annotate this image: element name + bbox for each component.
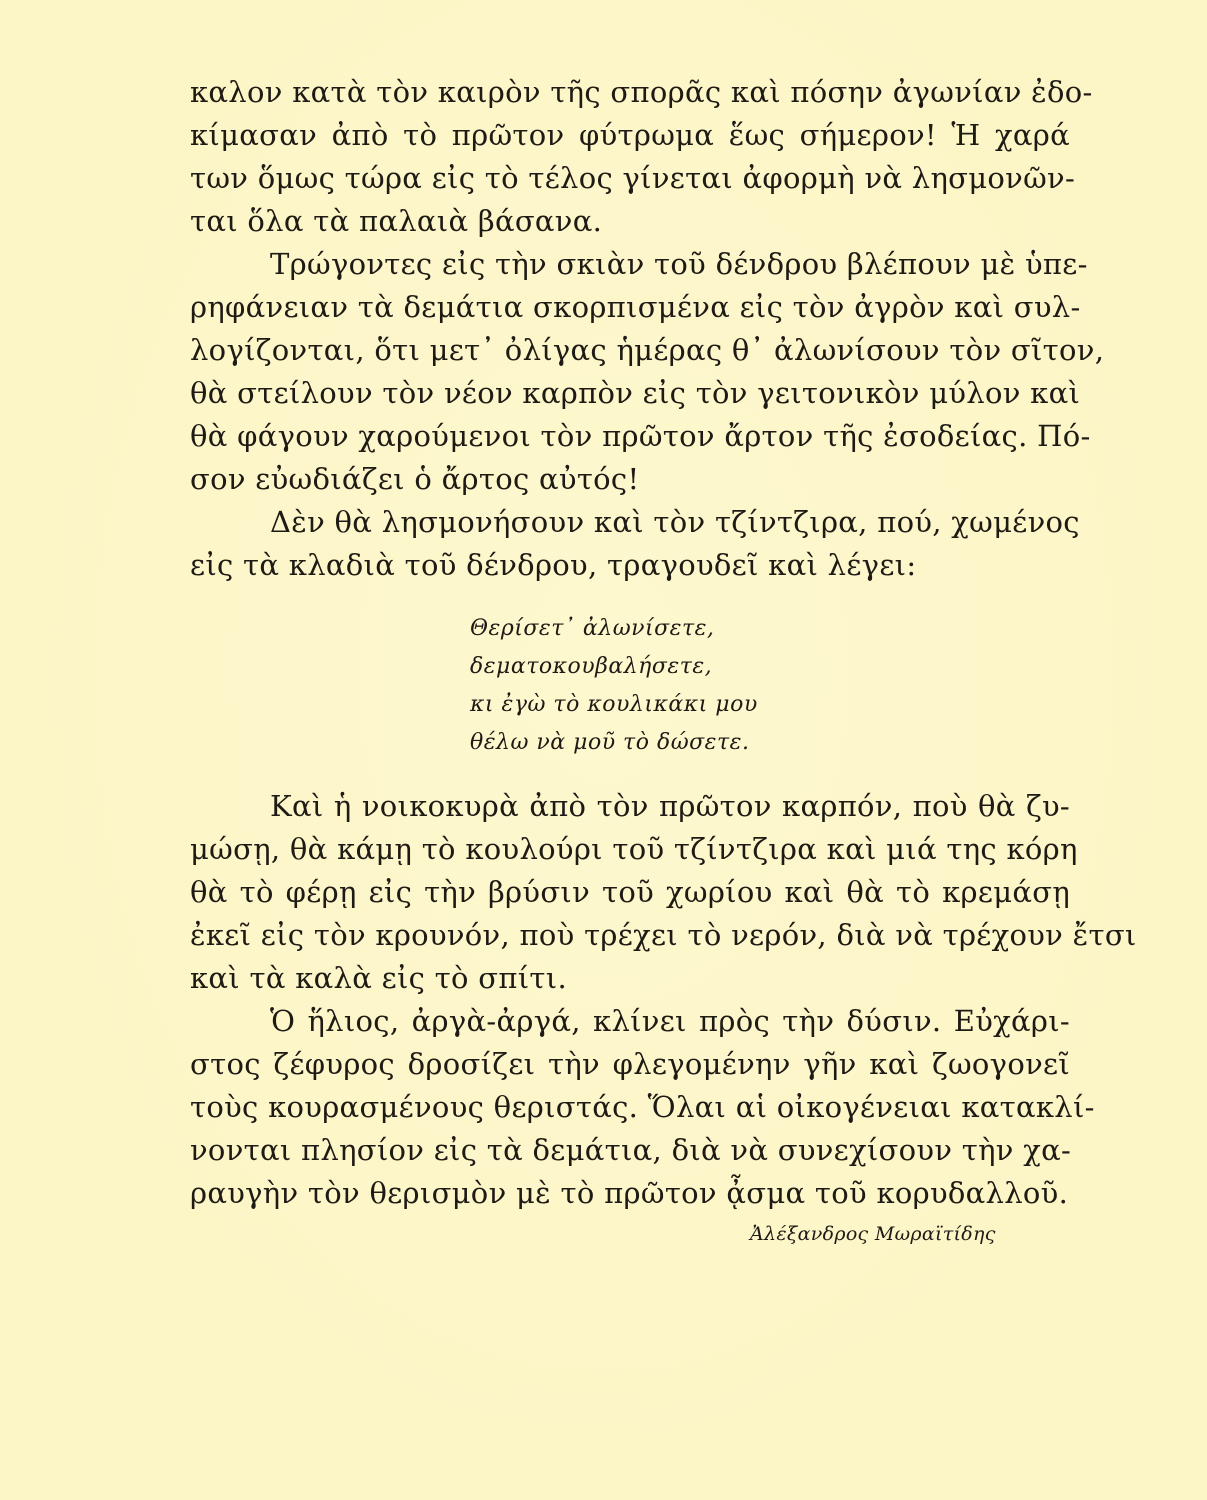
text-line: ρηφάνειαν τὰ δεμάτια σκορπισμένα εἰς τὸν ἀγρὸν καὶ συλ- (190, 290, 1081, 324)
author-signature: Ἀλέξανδρος Μωραϊτίδης (750, 1223, 996, 1245)
text-line: στος ζέφυρος δροσίζει τὴν φλεγομένην γῆν καὶ ζωογονεῖ (190, 1047, 1070, 1081)
text-line: των ὅμως τώρα εἰς τὸ τέλος γίνεται ἀφορμὴ νὰ λησμονῶν- (190, 161, 1076, 195)
verse-line: δεματοκουβαλήσετε, (470, 654, 713, 679)
text-line: εἰς τὰ κλαδιὰ τοῦ δένδρου, τραγουδεῖ καὶ λέγει: (190, 548, 917, 582)
text-line: σον εὐωδιάζει ὁ ἄρτος αὐτός! (190, 462, 640, 496)
text-line: νονται πλησίον εἰς τὰ δεμάτια, διὰ νὰ συνεχίσουν τὴν χα- (190, 1133, 1072, 1167)
text-line: κίμασαν ἀπὸ τὸ πρῶτον φύτρωμα ἕως σήμερον! Ἡ χαρά (190, 118, 1070, 152)
text-line: καὶ τὰ καλὰ εἰς τὸ σπίτι. (190, 961, 567, 995)
text-line: ραυγὴν τὸν θερισμὸν μὲ τὸ πρῶτον ᾆσμα τοῦ κορυδαλλοῦ. (190, 1176, 1069, 1210)
text-line: θὰ φάγουν χαρούμενοι τὸν πρῶτον ἄρτον τῆς ἐσοδείας. Πό- (190, 419, 1091, 453)
verse-line: θέλω νὰ μοῦ τὸ δώσετε. (470, 730, 750, 755)
text-line: μώσῃ, θὰ κάμῃ τὸ κουλούρι τοῦ τζίντζιρα καὶ μιά της κόρη (190, 832, 1078, 866)
text-line: θὰ τὸ φέρῃ εἰς τὴν βρύσιν τοῦ χωρίου καὶ θὰ τὸ κρεμάσῃ (190, 875, 1070, 909)
text-line: ται ὅλα τὰ παλαιὰ βάσανα. (190, 204, 603, 238)
verse-line: Θερίσετ᾽ ἀλωνίσετε, (470, 616, 715, 641)
text-line: Δὲν θὰ λησμονήσουν καὶ τὸν τζίντζιρα, πού, χωμένος (270, 505, 1080, 539)
text-line: Καὶ ἡ νοικοκυρὰ ἀπὸ τὸν πρῶτον καρπόν, ποὺ θὰ ζυ- (270, 789, 1070, 823)
verse-line: κι ἐγὼ τὸ κουλικάκι μου (470, 692, 758, 717)
text-line: θὰ στείλουν τὸν νέον καρπὸν εἰς τὸν γειτονικὸν μύλον καὶ (190, 376, 1081, 410)
text-line: ἐκεῖ εἰς τὸν κρουνόν, ποὺ τρέχει τὸ νερόν, διὰ νὰ τρέχουν ἔτσι (190, 918, 1137, 952)
text-line: Ὁ ἥλιος, ἀργὰ-ἀργά, κλίνει πρὸς τὴν δύσιν. Εὐχάρι- (270, 1004, 1070, 1038)
text-line: καλον κατὰ τὸν καιρὸν τῆς σπορᾶς καὶ πόσην ἀγωνίαν ἐδο- (190, 75, 1093, 109)
text-line: λογίζονται, ὅτι μετ᾽ ὀλίγας ἡμέρας θ᾽ ἀλωνίσουν τὸν σῖτον, (190, 333, 1105, 367)
text-line: τοὺς κουρασμένους θεριστάς. Ὅλαι αἱ οἰκογένειαι κατακλί- (190, 1090, 1095, 1124)
text-line: Τρώγοντες εἰς τὴν σκιὰν τοῦ δένδρου βλέπουν μὲ ὑπε- (270, 247, 1088, 281)
